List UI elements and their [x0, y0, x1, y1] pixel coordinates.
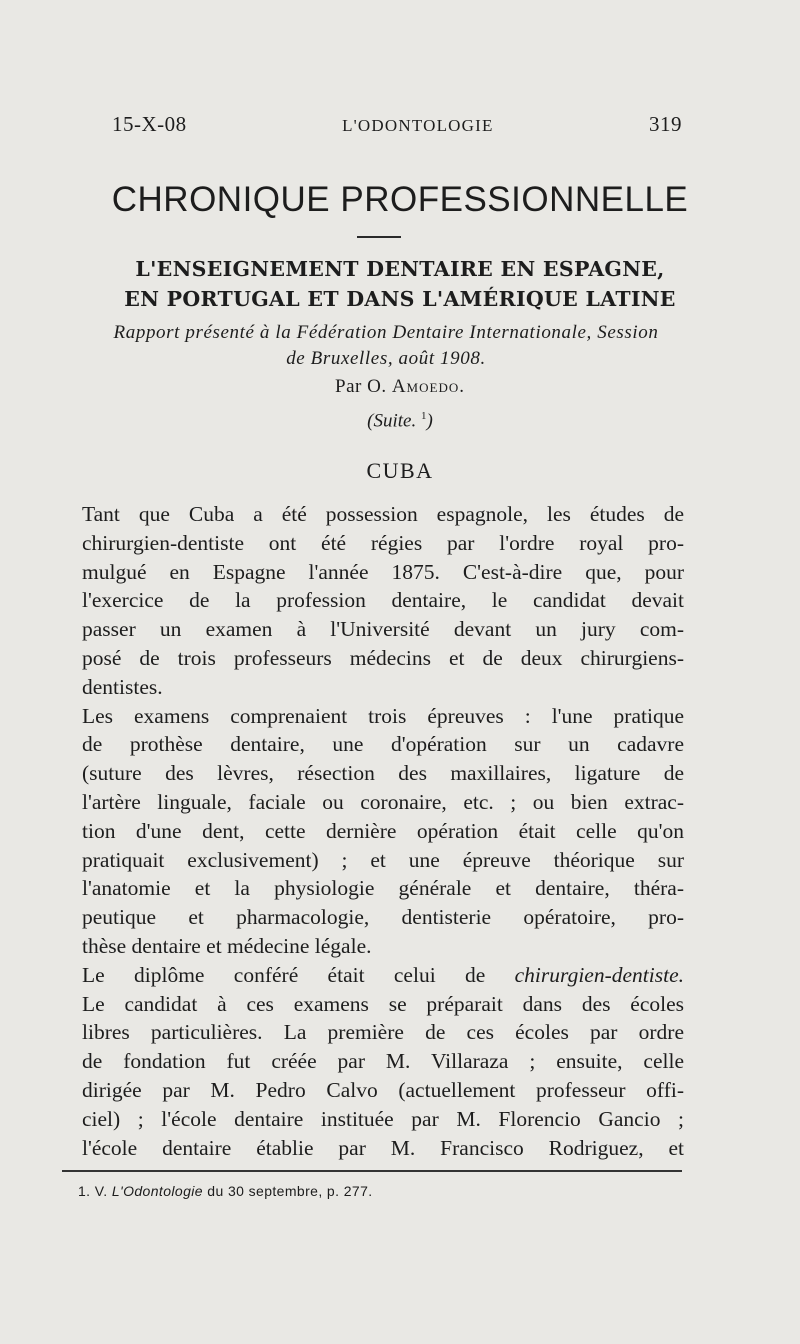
author-prefix: Par O.	[335, 376, 387, 397]
text-line: tion d'une dent, cette dernière opération était celle qu'on	[82, 818, 684, 843]
text-fragment: Le diplôme conféré était celui de	[82, 962, 486, 987]
text-line: (suture des lèvres, résection des maxillaires, ligature de	[82, 761, 684, 786]
text-line: Tant que Cuba a été possession espagnole, les études de	[82, 502, 684, 526]
text-line	[82, 961, 684, 990]
footnote-journal: L'Odontologie	[111, 1183, 203, 1199]
author-name: Amoedo.	[391, 376, 465, 397]
paragraph-2	[82, 702, 684, 961]
italic-term: chirurgien-dentiste.	[514, 962, 685, 987]
text-line: pratiquait exclusivement) ; et une épreuve théorique sur	[82, 847, 684, 872]
text-line: Le candidat à ces examens se préparait dans des écoles	[82, 991, 684, 1016]
page-number: 319	[649, 112, 682, 136]
headline-line-1: L'ENSEIGNEMENT DENTAIRE EN ESPAGNE,	[135, 257, 665, 281]
paragraph-1	[82, 500, 684, 702]
title-divider	[357, 236, 401, 238]
header-journal-title: L'ODONTOLOGIE	[342, 116, 494, 135]
continued-text: (Suite.	[367, 410, 417, 432]
footnote-reference: 1	[421, 410, 427, 422]
text-line: l'artère linguale, faciale ou coronaire, etc. ; ou bien extrac-	[82, 789, 684, 814]
text-line: ciel) ; l'école dentaire instituée par M. Florencio Gancio ;	[82, 1106, 684, 1131]
footnote-number: 1. V.	[78, 1183, 108, 1199]
continued-close: )	[426, 410, 433, 432]
text-line: l'anatomie et la physiologie générale et dentaire, théra-	[82, 876, 684, 901]
text-line: dirigée par M. Pedro Calvo (actuellement professeur offi-	[82, 1077, 684, 1102]
text-line: Les examens comprenaient trois épreuves : l'une pratique	[82, 703, 684, 728]
text-line: posé de trois professeurs médecins et de deux chirurgiens-	[82, 645, 684, 670]
text-line: dentistes.	[82, 674, 163, 699]
text-line: passer un examen à l'Université devant un jury com-	[82, 617, 684, 642]
report-subtitle	[78, 320, 694, 372]
text-line: de prothèse dentaire, une d'opération sur un cadavre	[82, 732, 684, 757]
headline-line-2: EN PORTUGAL ET DANS L'AMÉRIQUE LATINE	[124, 287, 676, 311]
continued-note	[0, 410, 800, 432]
text-line: chirurgien-dentiste ont été régies par l'ordre royal pro-	[82, 530, 684, 555]
section-title: CHRONIQUE PROFESSIONNELLE	[111, 180, 689, 219]
footnote	[78, 1183, 678, 1199]
text-line: de fondation fut créée par M. Villaraza ; ensuite, celle	[82, 1049, 684, 1074]
report-line-2: de Bruxelles, août 1908.	[286, 348, 486, 369]
article-headline	[40, 254, 760, 314]
text-line: peutique et pharmacologie, dentisterie opératoire, pro-	[82, 905, 684, 930]
text-line: mulgué en Espagne l'année 1875. C'est-à-dire que, pour	[82, 559, 684, 584]
paragraph-3	[82, 961, 684, 1163]
subsection-heading: CUBA	[366, 458, 434, 483]
author-byline	[0, 376, 800, 398]
text-line: thèse dentaire et médecine légale.	[82, 933, 372, 958]
text-line: l'école dentaire établie par M. Francisco Rodriguez, et	[82, 1135, 684, 1160]
report-line-1: Rapport présenté à la Fédération Dentaire Internationale, Session	[113, 322, 659, 343]
article-body	[82, 500, 684, 1162]
footnote-divider	[62, 1170, 682, 1172]
footnote-text: du 30 septembre, p. 277.	[207, 1183, 373, 1199]
text-line: l'exercice de la profession dentaire, le candidat devait	[82, 588, 684, 613]
header-date: 15-X-08	[112, 112, 187, 136]
text-line: libres particulières. La première de ces écoles par ordre	[82, 1020, 684, 1045]
running-header	[112, 112, 682, 137]
